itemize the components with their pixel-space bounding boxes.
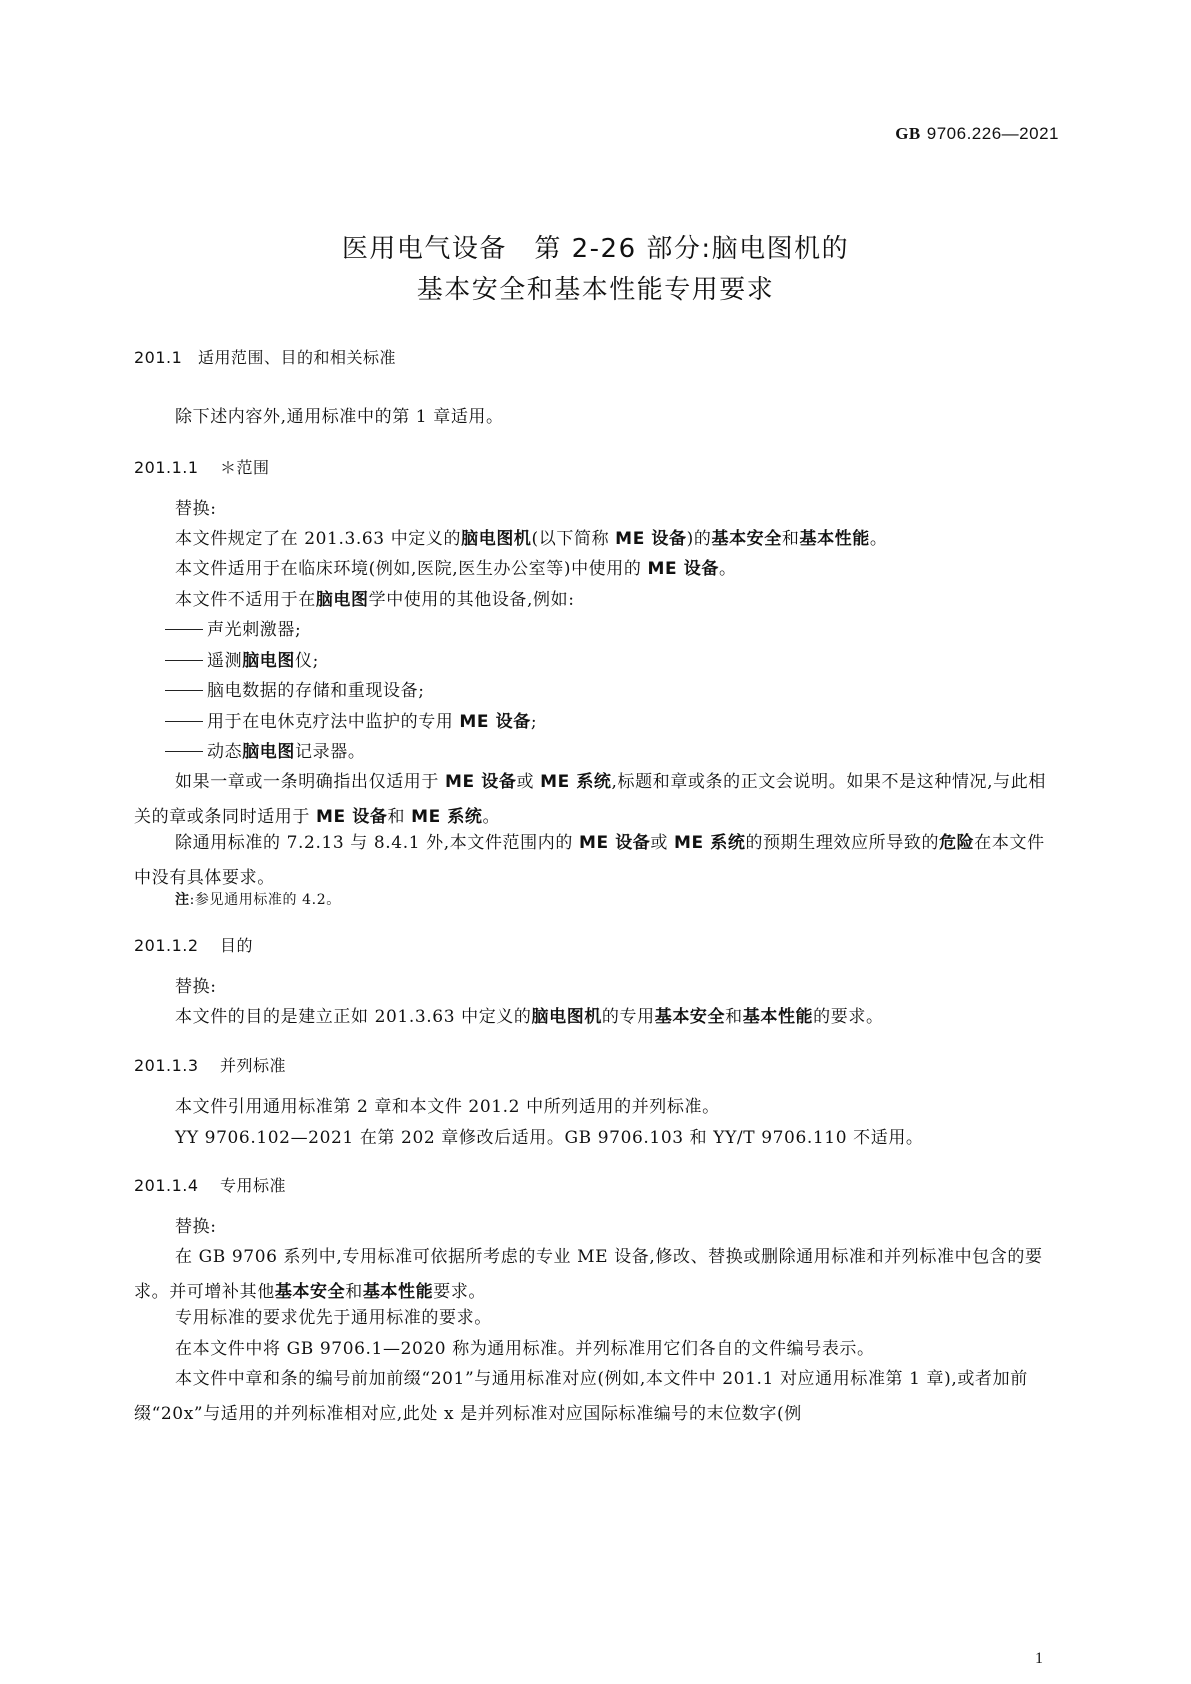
particular-paragraph-4: 本文件中章和条的编号前加前缀“201”与通用标准对应(例如,本文件中 201.1 对应通用标准第 1 章),或者加前缀“20x”与适用的并列标准相对应,此处 x 是并列标准对应国际标准编号的末位数字(例 [134,1369,1028,1424]
standard-number: 9706.226—2021 [926,124,1059,143]
standard-prefix: GB [895,124,921,143]
collateral-paragraph-2: YY 9706.102—2021 在第 202 章修改后适用。GB 9706.103 和 YY/T 9706.110 不适用。 [175,1128,924,1148]
replace-label: 替换: [175,1217,217,1237]
purpose-paragraph: 本文件的目的是建立正如 201.3.63 中定义的脑电图机的专用基本安全和基本性能的要求。 [175,1007,884,1027]
list-item: 遥测脑电图仪; [165,644,1091,679]
applicability-paragraph: 如果一章或一条明确指出仅适用于 ME 设备或 ME 系统,标题和章或条的正文会说明。如果不是这种情况,与此相关的章或条同时适用于 ME 设备和 ME 系统。 [134,772,1046,827]
exception-paragraph: 除通用标准的 7.2.13 与 8.4.1 外,本文件范围内的 ME 设备或 ME 系统的预期生理效应所导致的危险在本文件中没有具体要求。 [134,833,1045,888]
replace-label: 替换: [175,499,217,519]
section-201-1-1: 201.1.1 ＊范围 [134,458,270,477]
section-201-1: 201.1 适用范围、目的和相关标准 [134,348,397,367]
list-item: 脑电数据的存储和重现设备; [165,674,1091,709]
scope-paragraph-3: 本文件不适用于在脑电图学中使用的其他设备,例如: [175,590,575,610]
page-number: 1 [1035,1650,1043,1667]
scope-paragraph-2: 本文件适用于在临床环境(例如,医院,医生办公室等)中使用的 ME 设备。 [175,559,737,579]
note: 注:参见通用标准的 4.2。 [175,892,341,908]
particular-paragraph-3: 在本文件中将 GB 9706.1—2020 称为通用标准。并列标准用它们各自的文件编号表示。 [175,1339,875,1359]
scope-paragraph-1: 本文件规定了在 201.3.63 中定义的脑电图机(以下简称 ME 设备)的基本安全和基本性能。 [175,529,888,549]
title-line-1: 医用电气设备 第 2-26 部分:脑电图机的 [341,234,850,264]
section-201-1-4: 201.1.4 专用标准 [134,1176,287,1195]
list-item: 用于在电休克疗法中监护的专用 ME 设备; [165,705,1091,740]
title-line-2: 基本安全和基本性能专用要求 [416,275,775,305]
document-code [895,124,1059,144]
replace-label: 替换: [175,977,217,997]
intro-paragraph: 除下述内容外,通用标准中的第 1 章适用。 [175,407,504,427]
list-item: 动态脑电图记录器。 [165,735,1091,770]
list-item: 声光刺激器; [165,613,1091,648]
section-201-1-2: 201.1.2 目的 [134,936,254,955]
particular-paragraph-2: 专用标准的要求优先于通用标准的要求。 [175,1308,492,1328]
collateral-paragraph-1: 本文件引用通用标准第 2 章和本文件 201.2 中所列适用的并列标准。 [175,1097,720,1117]
particular-paragraph-1: 在 GB 9706 系列中,专用标准可依据所考虑的专业 ME 设备,修改、替换或删除通用标准和并列标准中包含的要求。并可增补其他基本安全和基本性能要求。 [134,1247,1043,1302]
section-201-1-3: 201.1.3 并列标准 [134,1056,287,1075]
